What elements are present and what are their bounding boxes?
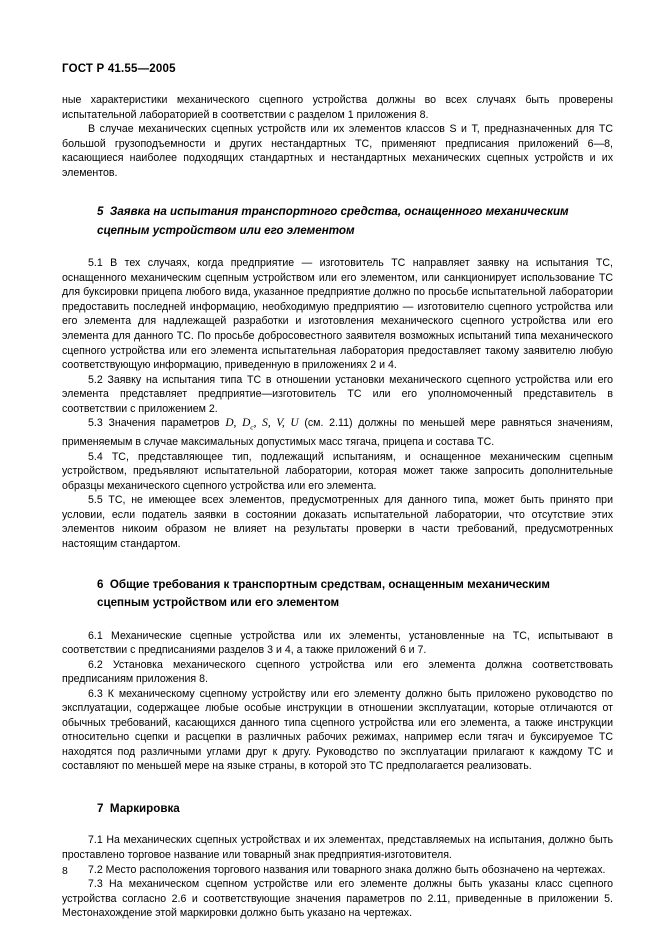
section-6-title: Общие требования к транспортным средствам, оснащенным механическим сцепным устройством или его элементом [97, 577, 550, 609]
section-7-number: 7 [97, 801, 104, 815]
clause-5-5: 5.5 ТС, не имеющее всех элементов, предусмотренных для данного типа, может быть принято при условии, если податель заявки в состоянии доказать испытательной лаборатории, что отсутствие этих элементов никоим образом не влияет на результаты проверки в части требований, предусмотренных настоящим стандартом. [62, 494, 613, 550]
clause-6-2: 6.2 Установка механического сцепного устройства или его элемента должна соответствовать предписаниям приложения 8. [62, 658, 613, 686]
section-6-heading [97, 576, 577, 613]
section-5-title: Заявка на испытания транспортного средства, оснащенного механическим сцепным устройством или его элементом [97, 205, 569, 237]
clause-7-2: 7.2 Место расположения торгового названия или товарного знака должно быть обозначено на чертежах. [88, 863, 606, 876]
spacer-before-section-5 [62, 180, 613, 203]
paragraph-classes-s-t: В случае механических сцепных устройств или их элементов классов S и Т, предназначенных для ТС большой грузоподъемности и других нестандартных ТС, применяют предписания приложений 6—8, касающиеся наиболее подходящих стандартных и нестандартных механических сцепных устройств и их элементов. [62, 123, 613, 179]
clause-6-1: 6.1 Механические сцепные устройства или их элементы, установленные на ТС, испытывают в соответствии с предписаниями разделов 3 и 4, а также приложений 6 и 7. [62, 629, 613, 657]
clause-5-3 [62, 416, 613, 449]
spacer-before-section-7 [62, 774, 613, 800]
spacer-before-section-6 [62, 552, 613, 576]
page-number: 8 [62, 866, 68, 877]
clause-5-4: 5.4 ТС, представляющее тип, подлежащий испытаниям, и оснащенное механическим сцепным устройством, предъявляют испытательной лаборатории, которая может также запросить дополнительные образцы механического сцепного устройства или его элемента. [62, 450, 613, 492]
document-body [62, 93, 613, 921]
section-6-number: 6 [97, 577, 104, 591]
clause-5-1: 5.1 В тех случаях, когда предприятие — изготовитель ТС направляет заявку на испытания ТС, оснащенного механическим сцепным устройством или его элементом, или санкционирует использование ТС для буксировки прицепа любого вида, указанное предприятие должно по просьбе испытательной лаборатории предоставить последней информацию, необходимую предприятию — изготовителю сцепного устройства или его элемента для надлежащей разработки и изготовления механического сцепного устройства или его элемента для данного ТС. По просьбе добросовестного заявителя возможных испытаний типа механического сцепного устройства или его элемента испытательная лаборатория предоставляет такому заявителю любую соответствующую информацию, приведенную в приложениях 2 и 4. [62, 257, 613, 372]
paragraph-continued: ные характеристики механического сцепного устройства должны во всех случаях быть проверены испытательной лабораторией в соответствии с разделом 1 приложения 8. [62, 94, 613, 121]
clause-7-3: 7.3 На механическом сцепном устройстве или его элементе должны быть указаны класс сцепного устройства согласно 2.6 и соответствующие значения параметров по 2.11, приведенные в приложении 5. Местонахождение этой маркировки должно быть указано на чертежах. [62, 878, 613, 920]
clause-6-3: 6.3 К механическому сцепному устройству или его элементу должно быть приложено руководство по эксплуатации, содержащее любые особые инструкции в отношении эксплуатации, которые отличаются от обычных требований, касающихся данного типа сцепного устройства или его элемента, а также инструкции относительно сцепки и расцепки в различных рабочих режимах, например если тягач и буксируемое ТС находятся под различными углами друг к другу. Руководство по эксплуатации прилагают к каждому ТС и составляют по меньшей мере на языке страны, в которой это ТС предполагается реализовать. [62, 687, 613, 773]
section-5-number: 5 [97, 205, 104, 219]
section-6-heading-wrap [62, 576, 613, 613]
page-header-standard-code: ГОСТ Р 41.55—2005 [62, 63, 176, 75]
spacer-after-section-7-heading [62, 818, 613, 833]
section-5-heading-wrap [62, 203, 613, 240]
spacer-after-section-6-heading [62, 613, 613, 629]
clause-5-3-parameters: D, $D_c$, S, V, U [225, 417, 299, 432]
section-7-title: Маркировка [109, 801, 180, 815]
section-7-heading [97, 800, 577, 819]
clause-5-2: 5.2 Заявку на испытания типа ТС в отношении установки механического сцепного устройства или его элемента представляет предприятие—изготовитель ТС или его уполномоченный представитель в соответствии с приложением 2. [62, 373, 613, 415]
section-5-heading [97, 203, 577, 240]
spacer-after-section-5-heading [62, 240, 613, 256]
clause-5-3-text-after: (см. 2.11) должны по меньшей мере равняться значениям, применяемым в случае максимальных допустимых масс тягача, прицепа и состава ТС. [62, 417, 613, 449]
section-7-heading-wrap [62, 800, 613, 819]
clause-7-1: 7.1 На механических сцепных устройствах и их элементах, представляемых на испытания, должно быть проставлено торговое название или товарный знак предприятия-изготовителя. [62, 834, 613, 862]
clause-5-3-text-before: 5.3 Значения параметров [88, 417, 226, 430]
